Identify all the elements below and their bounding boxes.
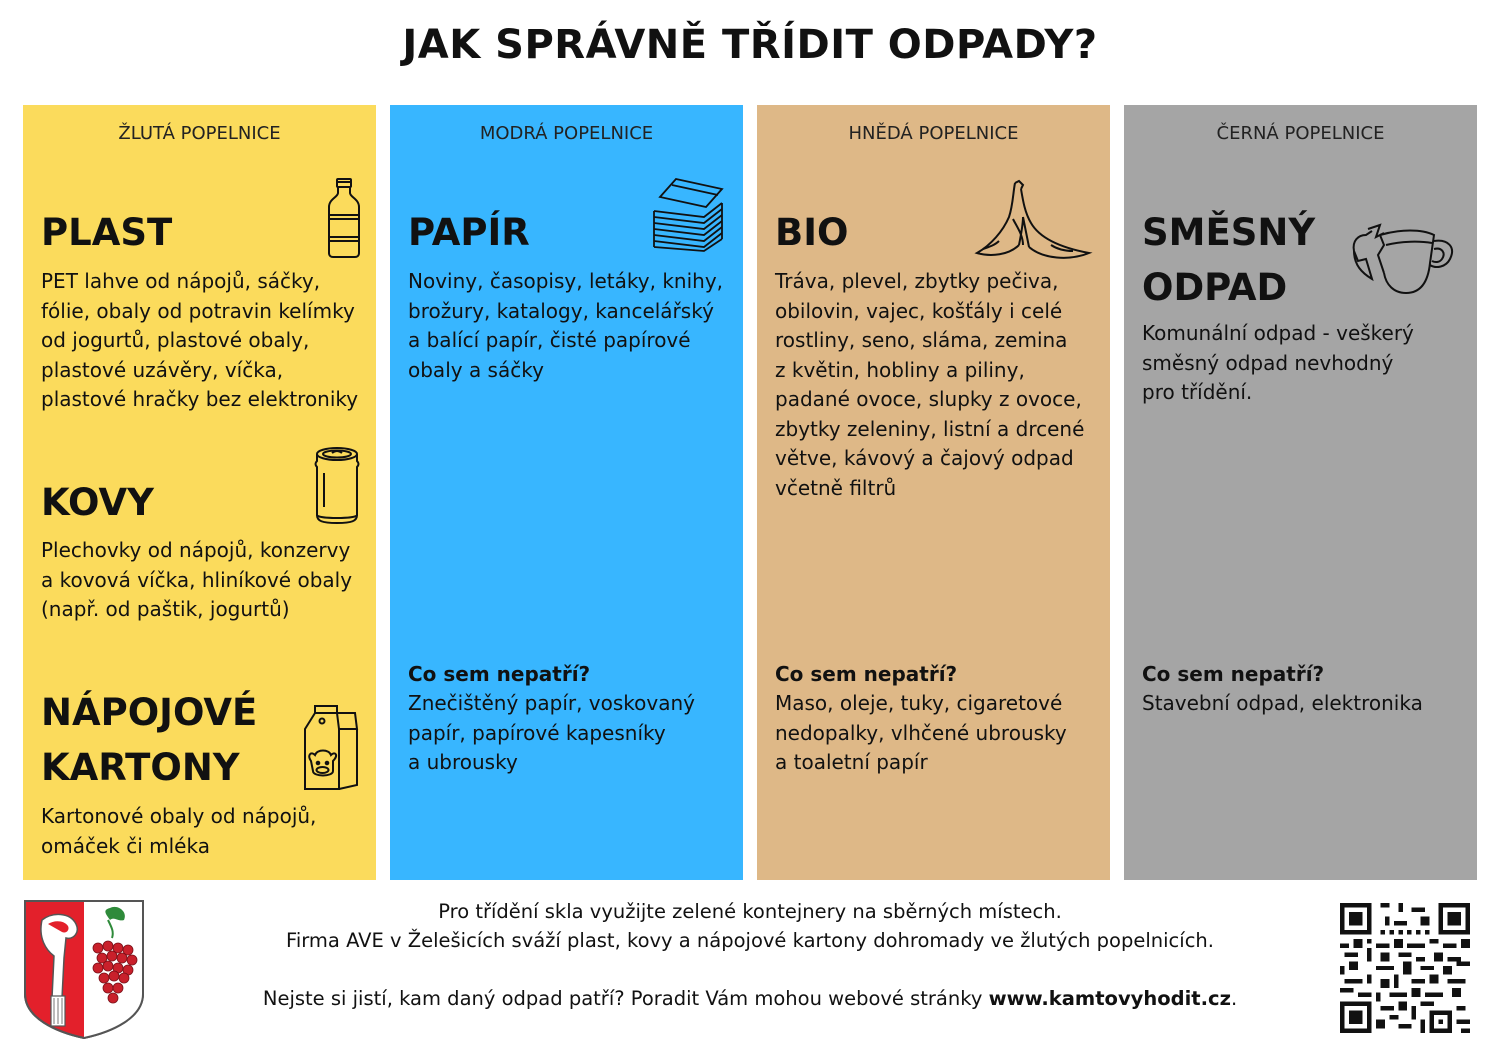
footer-note-website: Nejste si jistí, kam daný odpad patří? Poradit Vám mohou webové stránky www.kamtovyhodit.cz. [262, 987, 1238, 1010]
bin-label: MODRÁ POPELNICE [479, 123, 654, 144]
bin-label: ČERNÁ POPELNICE [1216, 123, 1385, 144]
not-allowed-description: Znečištěný papír, voskovaný papír, papírové kapesníky a ubrousky [408, 691, 696, 774]
kartony-heading: NÁPOJOVÉ KARTONY [41, 691, 258, 789]
bin-label: HNĚDÁ POPELNICE [848, 123, 1019, 144]
smesny-description: Komunální odpad - veškerý směsný odpad nevhodný pro třídění. [1142, 321, 1414, 404]
yellow-bin-column [23, 105, 376, 880]
kovy-description: Plechovky od nápojů, konzervy a kovová víčka, hliníkové obaly (např. od paštik, jogurtů) [41, 538, 353, 621]
milk-carton-icon [297, 703, 361, 793]
footer-note-glass: Pro třídění skla využijte zelené kontejnery na sběrných místech. [438, 900, 1062, 923]
papir-description: Noviny, časopisy, letáky, knihy, brožury, katalogy, kancelářský a balící papír, čisté papírové obaly a sáčky [408, 269, 724, 382]
plast-description: PET lahve od nápojů, sáčky, fólie, obaly od potravin kelímky od jogurtů, plastové obaly, plastové uzávěry, víčka, plastové hračky bez elektroniky [41, 269, 359, 411]
website-link[interactable]: www.kamtovyhodit.cz [988, 987, 1231, 1010]
brown-bin-column [757, 105, 1110, 880]
municipal-crest-icon [22, 898, 146, 1040]
papir-heading: PAPÍR [408, 211, 530, 254]
gray-bin-column [1124, 105, 1477, 880]
can-icon [312, 445, 362, 527]
qr-code-icon[interactable] [1340, 903, 1470, 1033]
footer-note-ave: Firma AVE v Želešicích sváží plast, kovy a nápojové kartony dohromady ve žlutých popelnicích. [286, 929, 1214, 952]
kovy-heading: KOVY [41, 481, 154, 524]
kartony-description: Kartonové obaly od nápojů, omáček či mléka [41, 804, 317, 858]
not-allowed-title: Co sem nepatří? [1142, 662, 1325, 686]
broken-cup-icon [1350, 221, 1460, 299]
paper-stack-icon [648, 177, 728, 253]
not-allowed-description: Stavební odpad, elektronika [1142, 691, 1423, 715]
plast-heading: PLAST [41, 211, 173, 254]
bio-description: Tráva, plevel, zbytky pečiva, obilovin, vajec, košťály i celé rostliny, seno, sláma, zemina z květin, hobliny a piliny, padané ovoce, slupky z ovoce, zbytky zeleniny, listní a drcené větve, kávový a čajový odpad včetně filtrů [775, 269, 1085, 500]
not-allowed-description: Maso, oleje, tuky, cigaretové nedopalky, vlhčené ubrousky a toaletní papír [775, 691, 1067, 774]
bin-label: ŽLUTÁ POPELNICE [118, 123, 281, 144]
smesny-odpad-heading: SMĚSNÝ ODPAD [1142, 211, 1316, 309]
bottle-icon [323, 177, 365, 259]
not-allowed-title: Co sem nepatří? [408, 662, 591, 686]
not-allowed-title: Co sem nepatří? [775, 662, 958, 686]
page-title: JAK SPRÁVNĚ TŘÍDIT ODPADY? [402, 22, 1098, 68]
blue-bin-column [390, 105, 743, 880]
bio-heading: BIO [775, 211, 849, 254]
banana-peel-icon [973, 179, 1095, 259]
